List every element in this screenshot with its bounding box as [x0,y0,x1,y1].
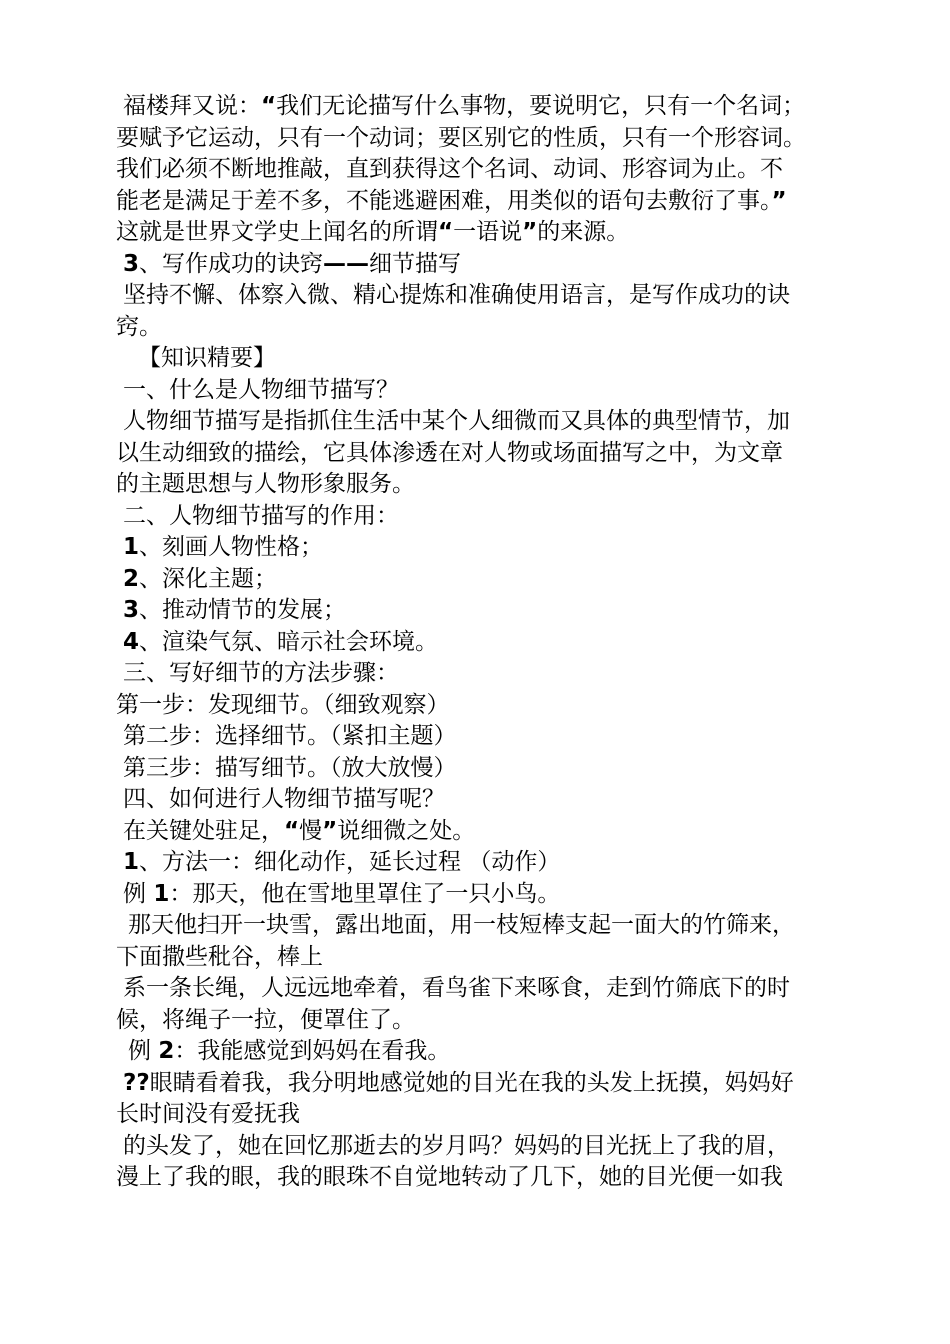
text-line [116,438,836,470]
text-segment: 的头发了，她在回忆那逝去的岁月吗？妈妈的目光抚上了我的眉， [123,1132,790,1159]
text-segment: 一语说 [453,219,523,245]
text-segment: 、写作成功的诀窍 [139,250,324,277]
section-heading [116,784,836,816]
list-item [116,721,836,753]
bold-text-segment: ?? [123,1069,150,1096]
text-line [116,1068,836,1100]
text-segment: 福楼拜又说： [123,93,261,119]
bold-text-segment: 4 [123,628,140,655]
text-segment: 第三步：描写细节。（放大放慢） [123,754,457,781]
bold-text-segment: ” [322,817,338,844]
section-heading [116,343,836,375]
text-segment: 我们必须不断地推敲，直到获得这个名词、动词、形容词为止。不 [116,156,783,182]
text-line [116,406,836,438]
text-segment: 三、写好细节的方法步骤： [123,660,399,686]
text-segment: 第二步：选择细节。（紧扣主题） [123,723,457,749]
text-segment: ：我能感觉到妈妈在看我。 [174,1038,451,1064]
text-line [116,910,836,942]
method-heading [116,847,836,879]
text-segment: 第一步：发现细节。（细致观察） [116,691,450,718]
list-item [116,753,836,785]
text-segment: 、刻画人物性格； [139,534,324,560]
text-segment: 这就是世界文学史上闻名的所谓 [116,219,438,245]
text-segment: 例 [128,1038,159,1064]
document-page [116,91,836,1194]
text-segment: 二、人物细节描写的作用： [123,502,399,529]
text-segment: 、推动情节的发展； [139,597,347,623]
text-segment: 在关键处驻足， [123,817,284,844]
text-segment: 系一条长绳，人远远地牵着，看鸟雀下来啄食，走到竹筛底下的时 [123,975,790,1001]
bold-text-segment: 2 [123,565,140,592]
text-line [116,123,836,155]
section-heading [116,375,836,407]
text-segment: 以生动细致的描绘，它具体渗透在对人物或场面描写之中，为文章 [116,439,783,466]
bold-text-segment: 1 [123,534,140,560]
list-item [116,690,836,722]
list-item [116,564,836,596]
text-segment: 候，将绳子一拉，便罩住了。 [116,1006,415,1033]
bold-text-segment: 1 [123,849,140,875]
text-line [116,973,836,1005]
text-segment: 眼睛看着我，我分明地感觉她的目光在我的头发上抚摸，妈妈好 [149,1069,794,1096]
text-segment: 一、什么是人物细节描写？ [123,376,399,403]
text-line [116,1131,836,1163]
text-segment: 的来源。 [537,219,630,245]
text-segment: 的主题思想与人物形象服务。 [116,471,415,497]
bold-text-segment: 3 [123,597,140,623]
text-segment: 长时间没有爱抚我 [116,1101,300,1127]
text-line [116,1162,836,1194]
bold-text-segment: “ [284,817,300,844]
text-segment: 我们无论描写什么事物，要说明它，只有一个名词； [276,93,806,119]
text-segment: 慢 [299,817,323,844]
text-segment: 细节描写 [369,250,462,277]
bold-text-segment: 2 [158,1038,175,1064]
bold-text-segment: “ [438,219,454,245]
text-line [116,816,836,848]
text-segment: 、渲染气氛、暗示社会环境。 [139,628,439,655]
list-item [116,532,836,564]
text-line [116,217,836,249]
text-segment: 四、如何进行人物细节描写呢？ [123,786,445,812]
bold-text-segment: ” [771,187,787,214]
text-segment: 人物细节描写是指抓住生活中某个人细微而又具体的典型情节，加 [123,408,790,434]
text-segment: 窍。 [116,313,162,340]
text-segment: 下面撒些秕谷，棒上 [116,943,323,970]
text-segment: 、方法一：细化动作，延长过程 （动作） [139,849,561,875]
text-segment: 说细微之处。 [337,817,476,844]
section-heading [116,658,836,690]
text-segment: 、深化主题； [139,565,278,592]
bold-text-segment: ” [522,219,538,245]
bold-text-segment: —— [323,250,370,277]
bold-text-segment: 3 [123,250,140,277]
example-heading [116,879,836,911]
text-line [116,1005,836,1037]
text-segment: 要赋予它运动，只有一个动词；要区别它的性质，只有一个形容词。 [116,124,806,151]
text-line [116,280,836,312]
example-heading [116,1036,836,1068]
list-item [116,627,836,659]
section-heading [116,249,836,281]
text-line [116,312,836,344]
text-segment: 那天他扫开一块雪，露出地面，用一枝短棒支起一面大的竹筛来， [128,912,795,938]
text-line [116,469,836,501]
text-line [116,154,836,186]
text-segment: 漫上了我的眼，我的眼珠不自觉地转动了几下，她的目光便一如我 [116,1164,783,1190]
text-segment: 坚持不懈、体察入微、精心提炼和准确使用语言，是写作成功的诀 [123,282,790,308]
text-line [116,942,836,974]
section-heading [116,501,836,533]
text-segment: ：那天，他在雪地里罩住了一只小鸟。 [169,880,561,907]
bold-text-segment: 1 [153,880,170,907]
bold-text-segment: “ [261,93,277,119]
list-item [116,595,836,627]
text-line [116,186,836,218]
text-segment: 能老是满足于差不多，不能逃避困难，用类似的语句去敷衍了事。 [116,187,772,214]
text-line [116,91,836,123]
text-segment: 【知识精要】 [138,345,276,371]
text-line [116,1099,836,1131]
text-segment: 例 [123,880,154,907]
